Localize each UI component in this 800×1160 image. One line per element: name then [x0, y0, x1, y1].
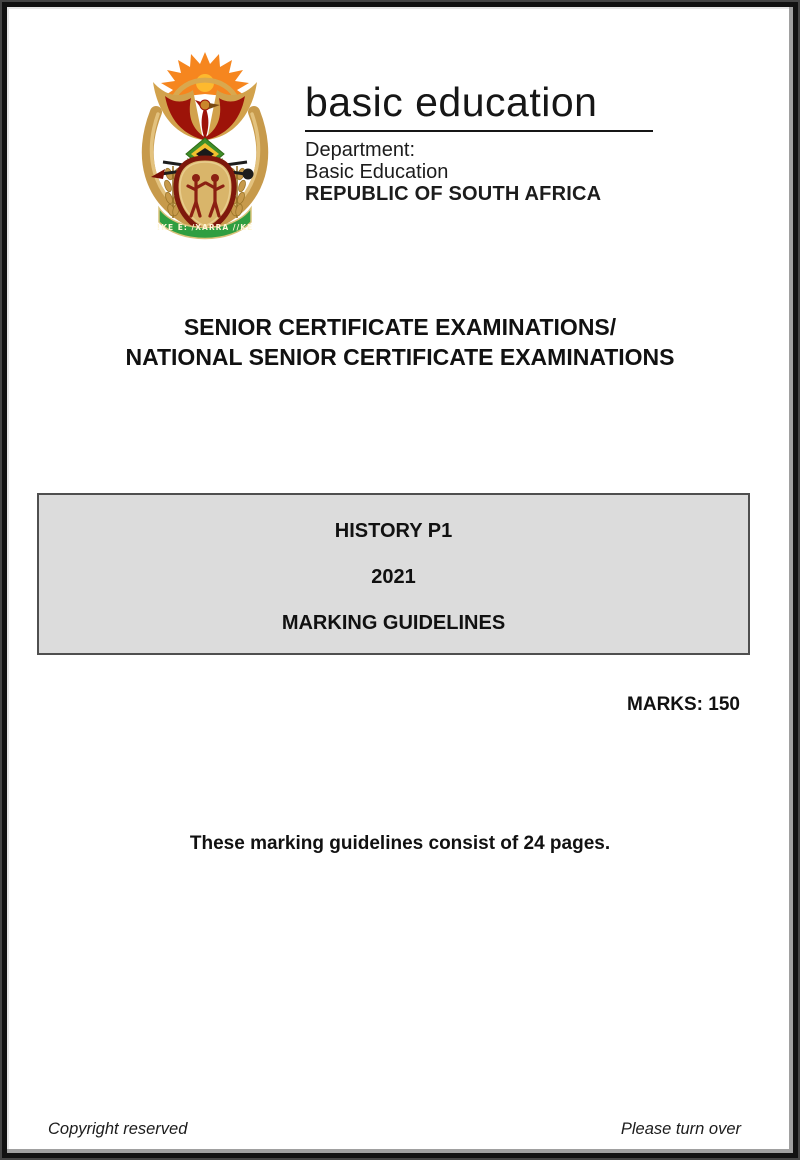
wordmark-rule: [305, 130, 653, 132]
pages-note: These marking guidelines consist of 24 pages.: [189, 833, 611, 854]
exam-heading: [7, 312, 793, 372]
exam-heading-line2: NATIONAL SENIOR CERTIFICATE EXAMINATIONS: [125, 344, 675, 370]
country-name: REPUBLIC OF SOUTH AFRICA: [305, 183, 602, 206]
subject-title-box: [37, 493, 750, 655]
sun-rays: [161, 52, 249, 97]
page-footer: [48, 1120, 741, 1139]
marks-total: MARKS: 150: [627, 694, 740, 715]
exam-year: 2021: [371, 566, 416, 588]
department-name: Basic Education: [305, 161, 449, 184]
document-type: MARKING GUIDELINES: [281, 612, 506, 634]
department-label: Department:: [305, 139, 416, 162]
exam-heading-line1: SENIOR CERTIFICATE EXAMINATIONS/: [183, 314, 617, 340]
footer-copyright: Copyright reserved: [48, 1120, 188, 1138]
department-wordmark-block: [305, 80, 705, 205]
exam-cover-page: [2, 2, 798, 1158]
south-africa-coat-of-arms-icon: [125, 50, 285, 240]
footer-turn-over: Please turn over: [620, 1120, 741, 1138]
wordmark-title: basic education: [305, 79, 598, 125]
subject-name: HISTORY P1: [334, 520, 453, 542]
motto-text: !KE E: /XARRA //KE: [156, 223, 254, 232]
